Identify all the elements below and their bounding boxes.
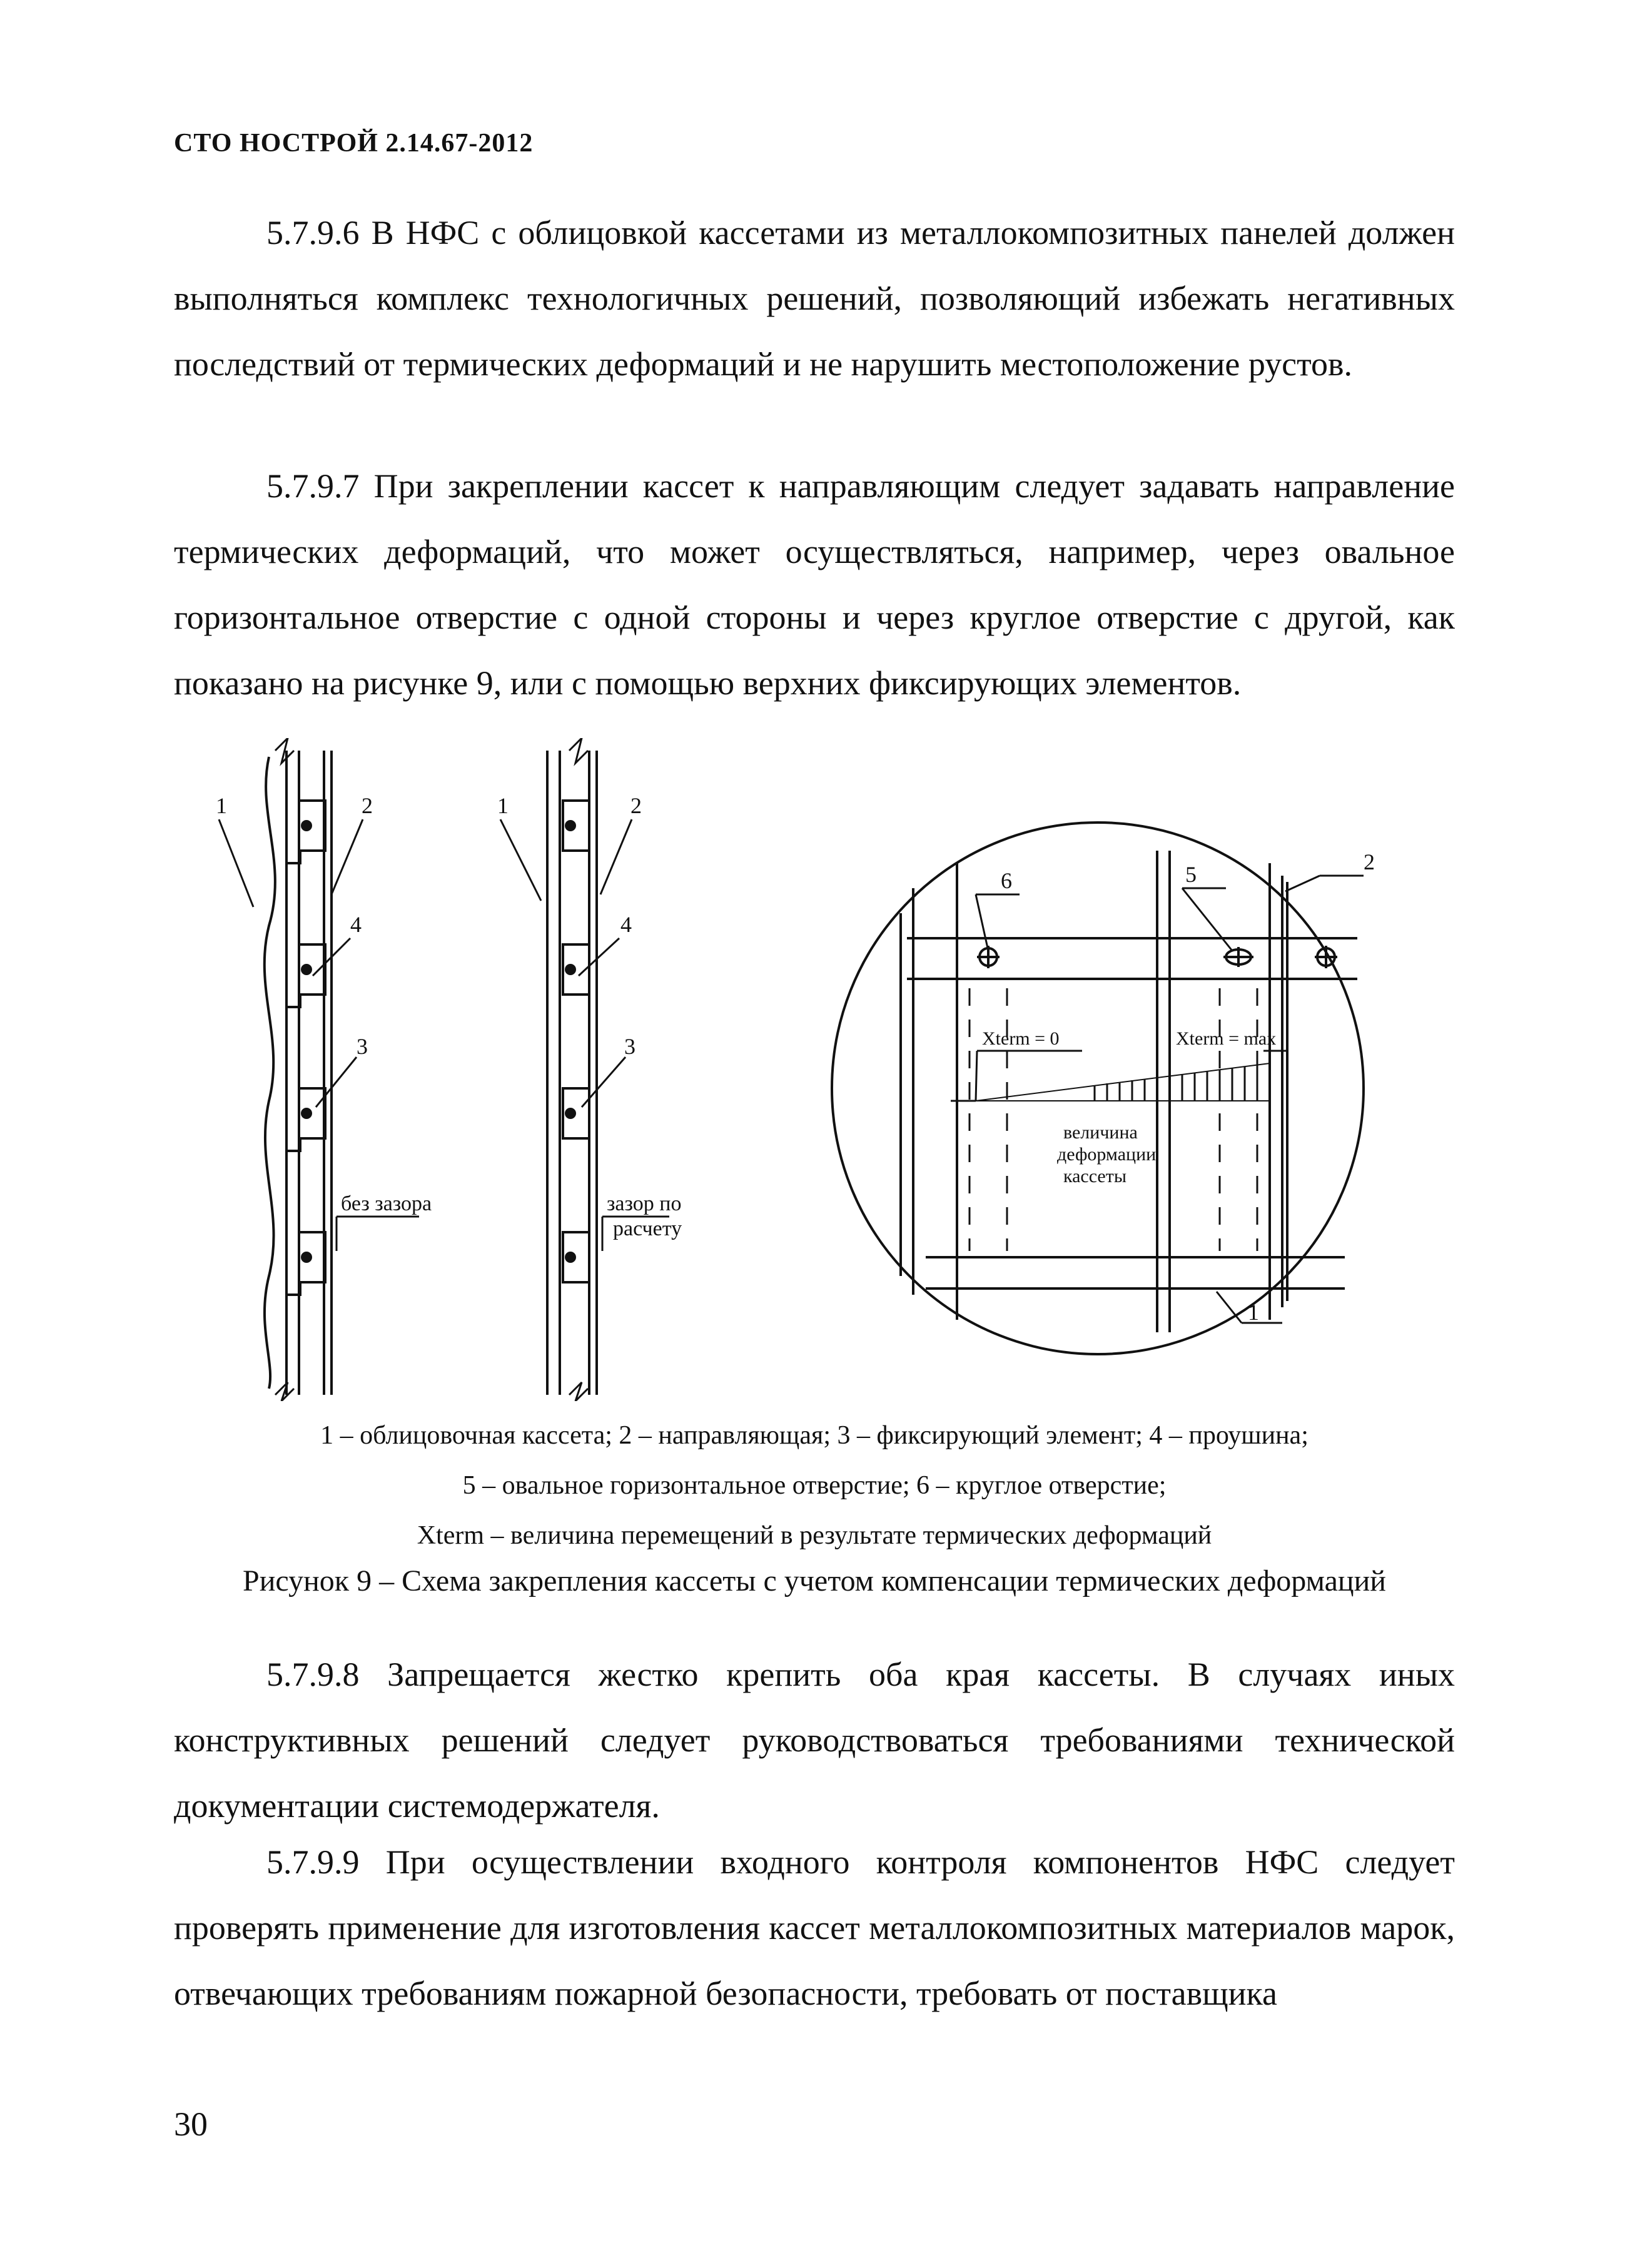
paragraph-5-7-9-7: 5.7.9.7 При закреплении кассет к направляющим следует задавать направление термических деформаций, что может осуществляться, например, через овальное горизонтальное отверстие с одной стороны и через круглое отверстие с другой, как показано на рисунке 9, или с помощью верхних фиксирующих элементов. <box>174 467 1455 702</box>
circle-label-2: 2 <box>1364 849 1375 874</box>
figure-caption: Рисунок 9 – Схема закрепления кассеты с учетом компенсации термических деформаций <box>243 1564 1386 1597</box>
middle-label-2: 2 <box>630 793 642 818</box>
figure-legend-line-3: Xterm – величина перемещений в результате термических деформаций <box>417 1521 1212 1550</box>
deformation-wedge <box>976 1063 1270 1101</box>
middle-gap-note-1: зазор по <box>607 1192 682 1215</box>
deformation-hatching <box>1095 1065 1257 1101</box>
middle-label-3: 3 <box>624 1034 635 1059</box>
detail-circle <box>832 823 1364 1354</box>
paragraph-5-7-9-6: 5.7.9.6 В НФС с облицовкой кассетами из металлокомпозитных панелей должен выполняться комплекс технологичных решений, позволяющий избежать негативных последствий от термических деформаций и не нарушить местоположение рустов. <box>174 214 1455 383</box>
circle-label-6: 6 <box>1001 868 1012 893</box>
left-bracket-2 <box>299 944 325 995</box>
left-label-3: 3 <box>357 1034 368 1059</box>
paragraph-5-7-9-8: 5.7.9.8 Запрещается жестко крепить оба края кассеты. В случаях иных конструктивных решений следует руководствоваться требованиями технической документации системодержателя. <box>174 1656 1455 1825</box>
middle-bracket-4 <box>563 1232 589 1282</box>
running-header: СТО НОСТРОЙ 2.14.67-2012 <box>174 129 534 158</box>
page-number: 30 <box>174 2105 208 2143</box>
deformation-label-3: кассеты <box>1063 1166 1127 1187</box>
circle-label-1: 1 <box>1248 1300 1259 1325</box>
figure-9 <box>206 738 1457 1401</box>
left-gap-note: без зазора <box>341 1192 432 1215</box>
paragraph-5-7-9-9: 5.7.9.9 При осуществлении входного контроля компонентов НФС следует проверять применение для изготовления кассет металлокомпозитных материалов марок, отвечающих требованиям пожарной безопасности, требовать от поставщика <box>174 1843 1455 2012</box>
middle-label-4: 4 <box>620 912 632 937</box>
left-bracket-1 <box>299 801 325 851</box>
figure-9-drawing <box>206 738 1457 1401</box>
circle-label-5: 5 <box>1185 862 1197 887</box>
left-bracket-3 <box>299 1088 325 1138</box>
figure-legend-line-2: 5 – овальное горизонтальное отверстие; 6 – круглое отверстие; <box>462 1471 1167 1500</box>
deformation-label-1: величина <box>1063 1122 1138 1143</box>
middle-gap-note-2: расчету <box>613 1217 682 1240</box>
oval-hole-5 <box>1223 947 1253 967</box>
middle-bracket-3 <box>563 1088 589 1138</box>
left-label-4: 4 <box>350 912 362 937</box>
left-label-1: 1 <box>216 793 227 818</box>
middle-label-1: 1 <box>497 793 509 818</box>
left-wavy-wall <box>265 757 275 1389</box>
figure-legend-line-1: 1 – облицовочная кассета; 2 – направляющая; 3 – фиксирующий элемент; 4 – проушина; <box>320 1421 1309 1450</box>
xterm-zero-label: Xterm = 0 <box>982 1028 1060 1049</box>
middle-bracket-1 <box>563 801 589 851</box>
deformation-label-2: деформации <box>1057 1144 1157 1165</box>
left-bracket-4 <box>299 1232 325 1282</box>
xterm-max-label: Xterm = max <box>1176 1028 1277 1049</box>
left-label-2: 2 <box>362 793 373 818</box>
